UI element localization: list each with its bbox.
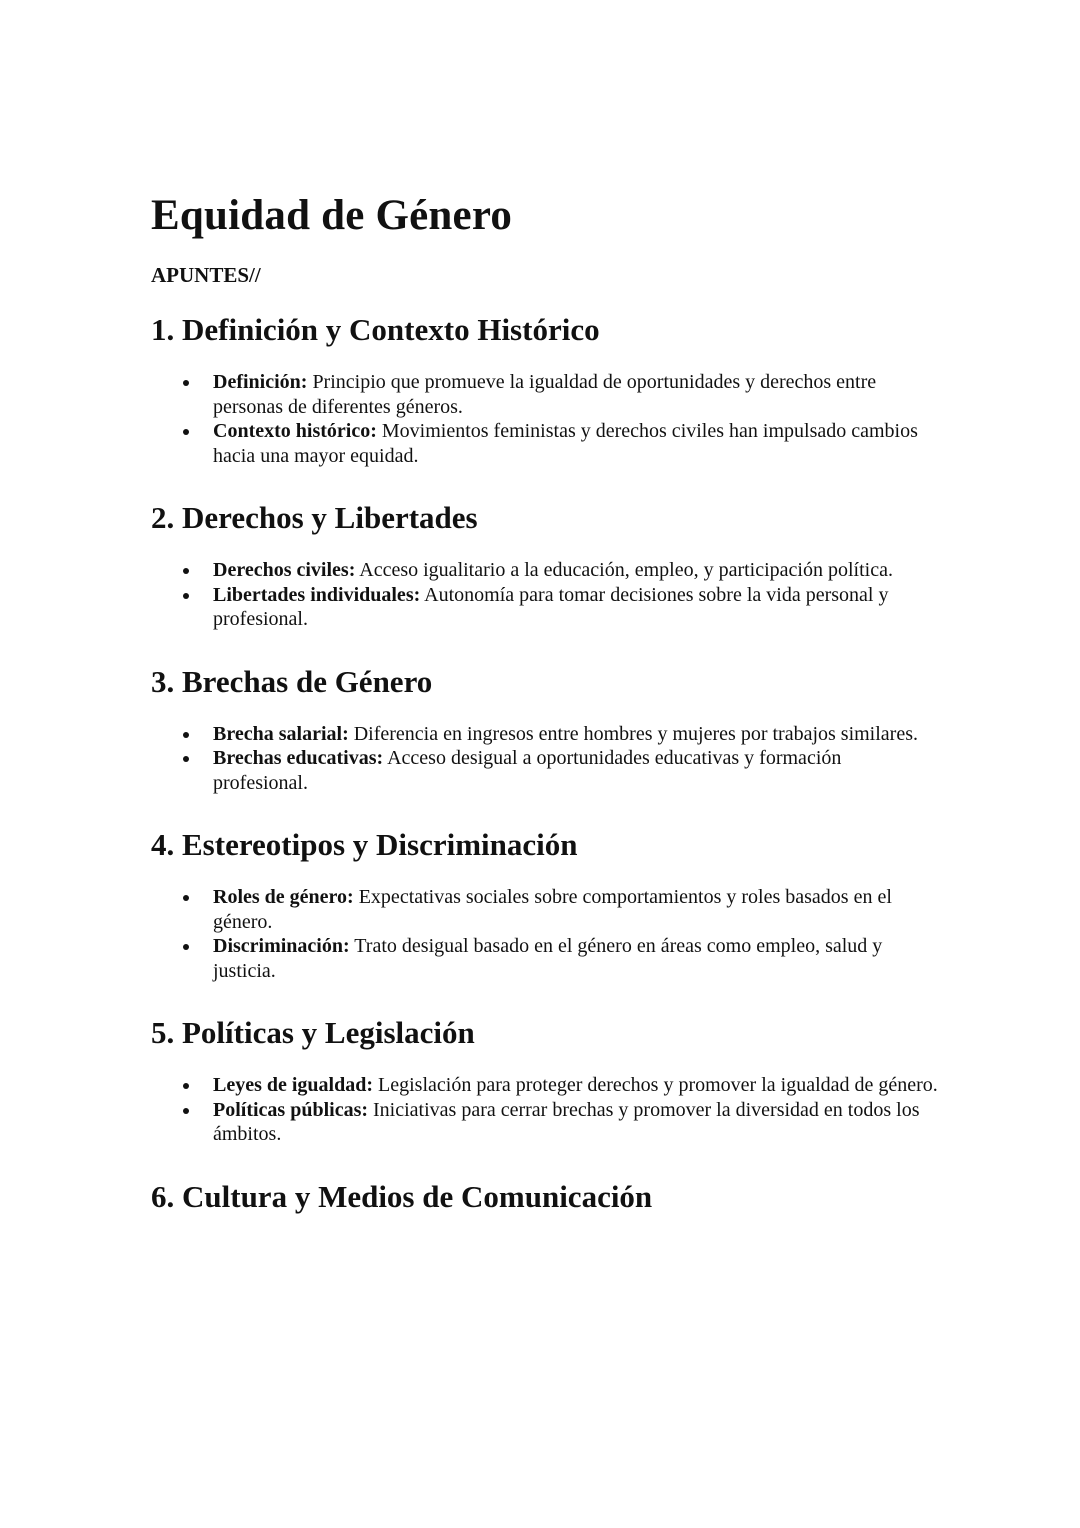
section-heading: 2. Derechos y Libertades — [151, 500, 478, 535]
bullet-list — [151, 722, 941, 796]
bullet-list — [151, 1073, 941, 1147]
bullet-item — [151, 419, 941, 468]
section-heading: 1. Definición y Contexto Histórico — [151, 312, 600, 347]
bullet-term: Definición: — [213, 371, 308, 393]
bullet-list — [151, 558, 941, 632]
document-page — [151, 186, 941, 1237]
bullet-term: Contexto histórico: — [213, 420, 377, 442]
section-heading: 3. Brechas de Género — [151, 663, 433, 699]
bullet-item — [151, 746, 941, 795]
bullet-item — [151, 1098, 941, 1147]
bullet-term: Derechos civiles: — [213, 559, 356, 581]
section-1 — [151, 310, 941, 468]
bullet-icon — [183, 593, 189, 599]
bullet-text: Expectativas sociales sobre comportamientos y roles basados en el género. — [213, 886, 892, 933]
bullet-item — [151, 583, 941, 632]
bullet-term: Brecha salarial: — [213, 722, 349, 745]
bullet-term: Roles de género: — [213, 886, 354, 908]
section-4 — [151, 825, 941, 983]
bullet-item — [151, 370, 941, 419]
document-subtitle: APUNTES// — [151, 263, 261, 287]
bullet-item — [151, 722, 941, 747]
bullet-text: Trato desigual basado en el género en áreas como empleo, salud y justicia. — [213, 935, 883, 982]
document-title: Equidad de Género — [151, 192, 513, 239]
bullet-term: Libertades individuales: — [213, 583, 421, 606]
bullet-icon — [183, 568, 189, 574]
bullet-term: Brechas educativas: — [213, 747, 384, 769]
section-2 — [151, 498, 941, 632]
bullet-text: Legislación para proteger derechos y promover la igualdad de género. — [373, 1074, 938, 1096]
bullet-text: Principio que promueve la igualdad de oportunidades y derechos entre personas de diferentes géneros. — [213, 371, 877, 418]
bullet-term: Políticas públicas: — [213, 1098, 369, 1121]
section-heading: 4. Estereotipos y Discriminación — [151, 827, 578, 862]
section-6 — [151, 1177, 941, 1217]
bullet-text: Autonomía para tomar decisiones sobre la vida personal y profesional. — [213, 583, 889, 630]
bullet-text: Movimientos feministas y derechos civiles han impulsado cambios hacia una mayor equidad. — [213, 420, 918, 467]
bullet-term: Discriminación: — [213, 935, 350, 957]
bullet-item — [151, 1073, 941, 1098]
bullet-icon — [183, 732, 189, 738]
bullet-text: Acceso desigual a oportunidades educativas y formación profesional. — [213, 747, 842, 794]
bullet-text: Acceso igualitario a la educación, empleo, y participación política. — [355, 559, 893, 581]
bullet-item — [151, 934, 941, 983]
section-3 — [151, 662, 941, 796]
bullet-icon — [183, 1083, 189, 1089]
section-5 — [151, 1013, 941, 1147]
bullet-icon — [183, 895, 189, 901]
bullet-icon — [183, 429, 189, 435]
bullet-item — [151, 558, 941, 583]
bullet-term: Leyes de igualdad: — [213, 1074, 374, 1096]
bullet-icon — [183, 944, 189, 950]
bullet-text: Iniciativas para cerrar brechas y promover la diversidad en todos los ámbitos. — [213, 1098, 920, 1145]
section-heading: 6. Cultura y Medios de Comunicación — [151, 1178, 653, 1214]
bullet-icon — [183, 380, 189, 386]
bullet-list — [151, 370, 941, 468]
bullet-text: Diferencia en ingresos entre hombres y mujeres por trabajos similares. — [348, 722, 918, 745]
bullet-icon — [183, 756, 189, 762]
section-heading: 5. Políticas y Legislación — [151, 1015, 475, 1050]
bullet-item — [151, 885, 941, 934]
bullet-list — [151, 885, 941, 983]
bullet-icon — [183, 1108, 189, 1114]
